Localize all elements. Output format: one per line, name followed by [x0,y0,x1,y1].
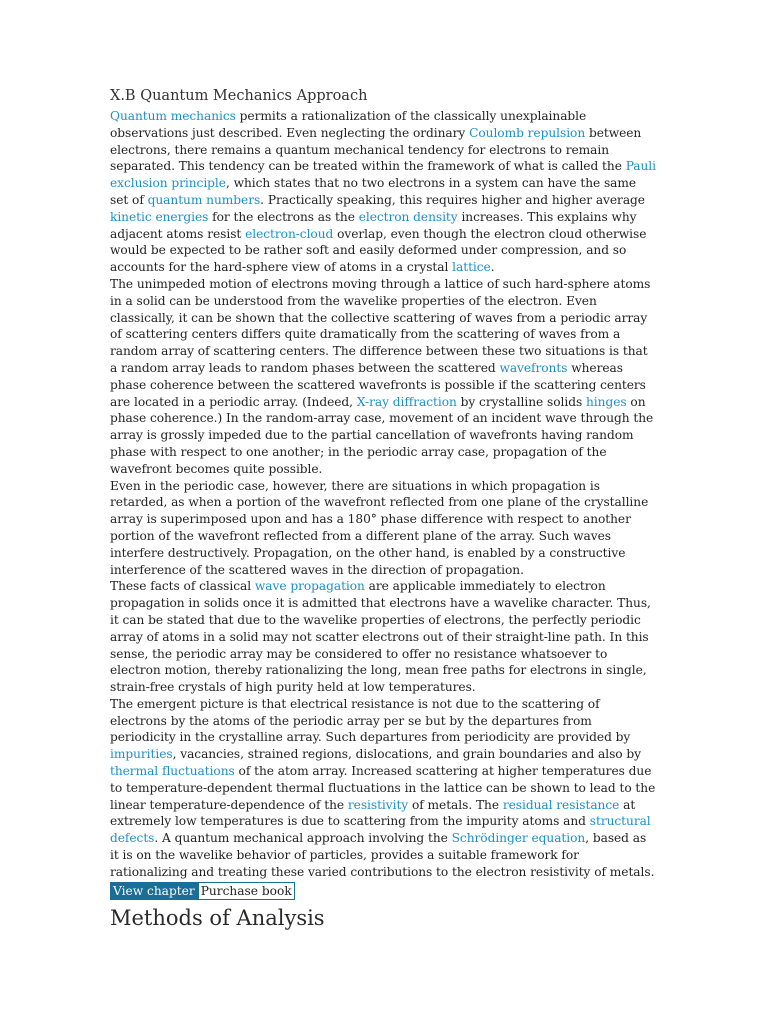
paragraph-text: , vacancies, strained regions, dislocations, and grain boundaries and also by [172,747,641,762]
term-link[interactable]: quantum numbers [147,192,261,207]
term-link[interactable]: wavefronts [499,360,568,375]
paragraph-text: These facts of classical [110,579,255,594]
paragraph-text: Even in the periodic case, however, there are situations in which propagation is retarded, as when a portion of the wavefront reflected from one plane of the crystalline array is superimposed upon and has a 180° phase difference with respect to another portion of the wavefront reflected from a different plane of the array. Such waves interfere destructively. Propagation, on the other hand, is enabled by a constructive interference of the scattered waves in the direction of propagation. [110,478,649,577]
paragraph-text: , which states that no two electrons in a system can have the same set of [110,176,637,207]
term-link[interactable]: electron density [358,209,458,224]
paragraph-text: by crystalline solids [456,394,586,409]
paragraph-text: of metals. The [408,797,503,812]
paragraph-text: . A quantum mechanical approach involving the [154,831,452,846]
paragraph-text: , based as it is on the wavelike behavior of particles, provides a suitable framework for rationalizing and treating these varied contributions to the electron resistivity of metals. [110,831,655,879]
paragraph-3 [110,478,658,579]
term-link[interactable]: structural defects [110,814,651,846]
purchase-book-button[interactable]: Purchase book [198,882,295,900]
section-title: X.B Quantum Mechanics Approach [110,88,368,104]
paragraph-text: are applicable immediately to electron propagation in solids once it is admitted that electrons have a wavelike character. Thus, it can be stated that due to the wavelike properties of electrons, the perfectly periodic array of atoms in a solid may not scatter electrons out of their straight-line path. In this sense, the periodic array may be considered to offer no resistance whatsoever to electron motion, thereby rationalizing the long, mean free paths for electrons in single, strain-free crystals of high purity held at low temperatures. [110,579,651,695]
paragraph-text: . Practically speaking, this requires higher and higher average [260,192,645,207]
paragraph-1 [110,108,658,276]
paragraph-text: increases. This explains why adjacent atoms resist [110,209,637,241]
paragraph-2 [110,276,658,478]
paragraph-text: on phase coherence.) In the random-array case, movement of an incident wave through the array is grossly impeded due to the partial cancellation of wavefronts having random phase with respect to one another; in the periodic array case, propagation of the wavefront becomes quite possible. [110,394,654,476]
paragraph-text: The unimpeded motion of electrons moving through a lattice of such hard-sphere atoms in a solid can be understood from the wavelike properties of the electron. Even classically, it can be shown that the collective scattering of waves from a periodic array of scattering centers differs quite dramatically from the scattering of waves from a random array of scattering centers. The difference between these two situations is that a random array leads to random phases between the scattered [110,276,651,375]
paragraph-text: whereas phase coherence between the scattered wavefronts is possible if the scattering centers are located in a periodic array. (Indeed, [110,360,646,409]
term-link[interactable]: X-ray diffraction [356,394,457,409]
paragraph-text: overlap, even though the electron cloud otherwise would be expected to be rather soft and easily deformed under compression, and so accounts for the hard-sphere view of atoms in a crystal [110,226,647,275]
term-link[interactable]: hinges [586,394,627,409]
term-link[interactable]: impurities [110,747,173,762]
view-chapter-button[interactable]: View chapter [110,882,198,900]
paragraph-text: . [490,260,495,275]
article-content [110,86,658,932]
term-link[interactable]: thermal fluctuations [110,764,235,779]
paragraph-text: at extremely low temperatures is due to scattering from the impurity atoms and [110,797,636,829]
term-link[interactable]: lattice [452,260,491,275]
paragraph-text: The emergent picture is that electrical resistance is not due to the scattering of electrons by the atoms of the periodic array per se but by the departures from periodicity in the crystalline array. Such departures from periodicity are provided by [110,696,631,745]
paragraph-text: between electrons, there remains a quantum mechanical tendency for electrons to remain separated. This tendency can be treated within the framework of what is called the [110,125,642,174]
term-link[interactable]: wave propagation [254,579,365,594]
term-link[interactable]: Schrödinger equation [451,831,586,846]
term-link[interactable]: kinetic energies [110,209,209,224]
term-link[interactable]: resistivity [347,797,409,812]
paragraph-4 [110,578,658,696]
paragraph-text: permits a rationalization of the classically unexplainable observations just described. Even neglecting the ordinary [110,109,587,140]
chapter-actions [110,882,658,900]
paragraph-text: of the atom array. Increased scattering at higher temperatures due to temperature-dependent thermal fluctuations in the lattice can be shown to lead to the linear temperature-dependence of the [110,764,656,812]
paragraph-5 [110,696,658,881]
term-link[interactable]: residual resistance [502,797,620,812]
methods-of-analysis-heading: Methods of Analysis [110,905,325,930]
term-link[interactable]: Pauli exclusion principle [110,159,657,191]
term-link[interactable]: electron-cloud [245,226,334,241]
term-link[interactable]: Coulomb repulsion [469,125,586,140]
paragraph-text: for the electrons as the [208,209,359,224]
term-link[interactable]: Quantum mechanics [110,109,236,123]
